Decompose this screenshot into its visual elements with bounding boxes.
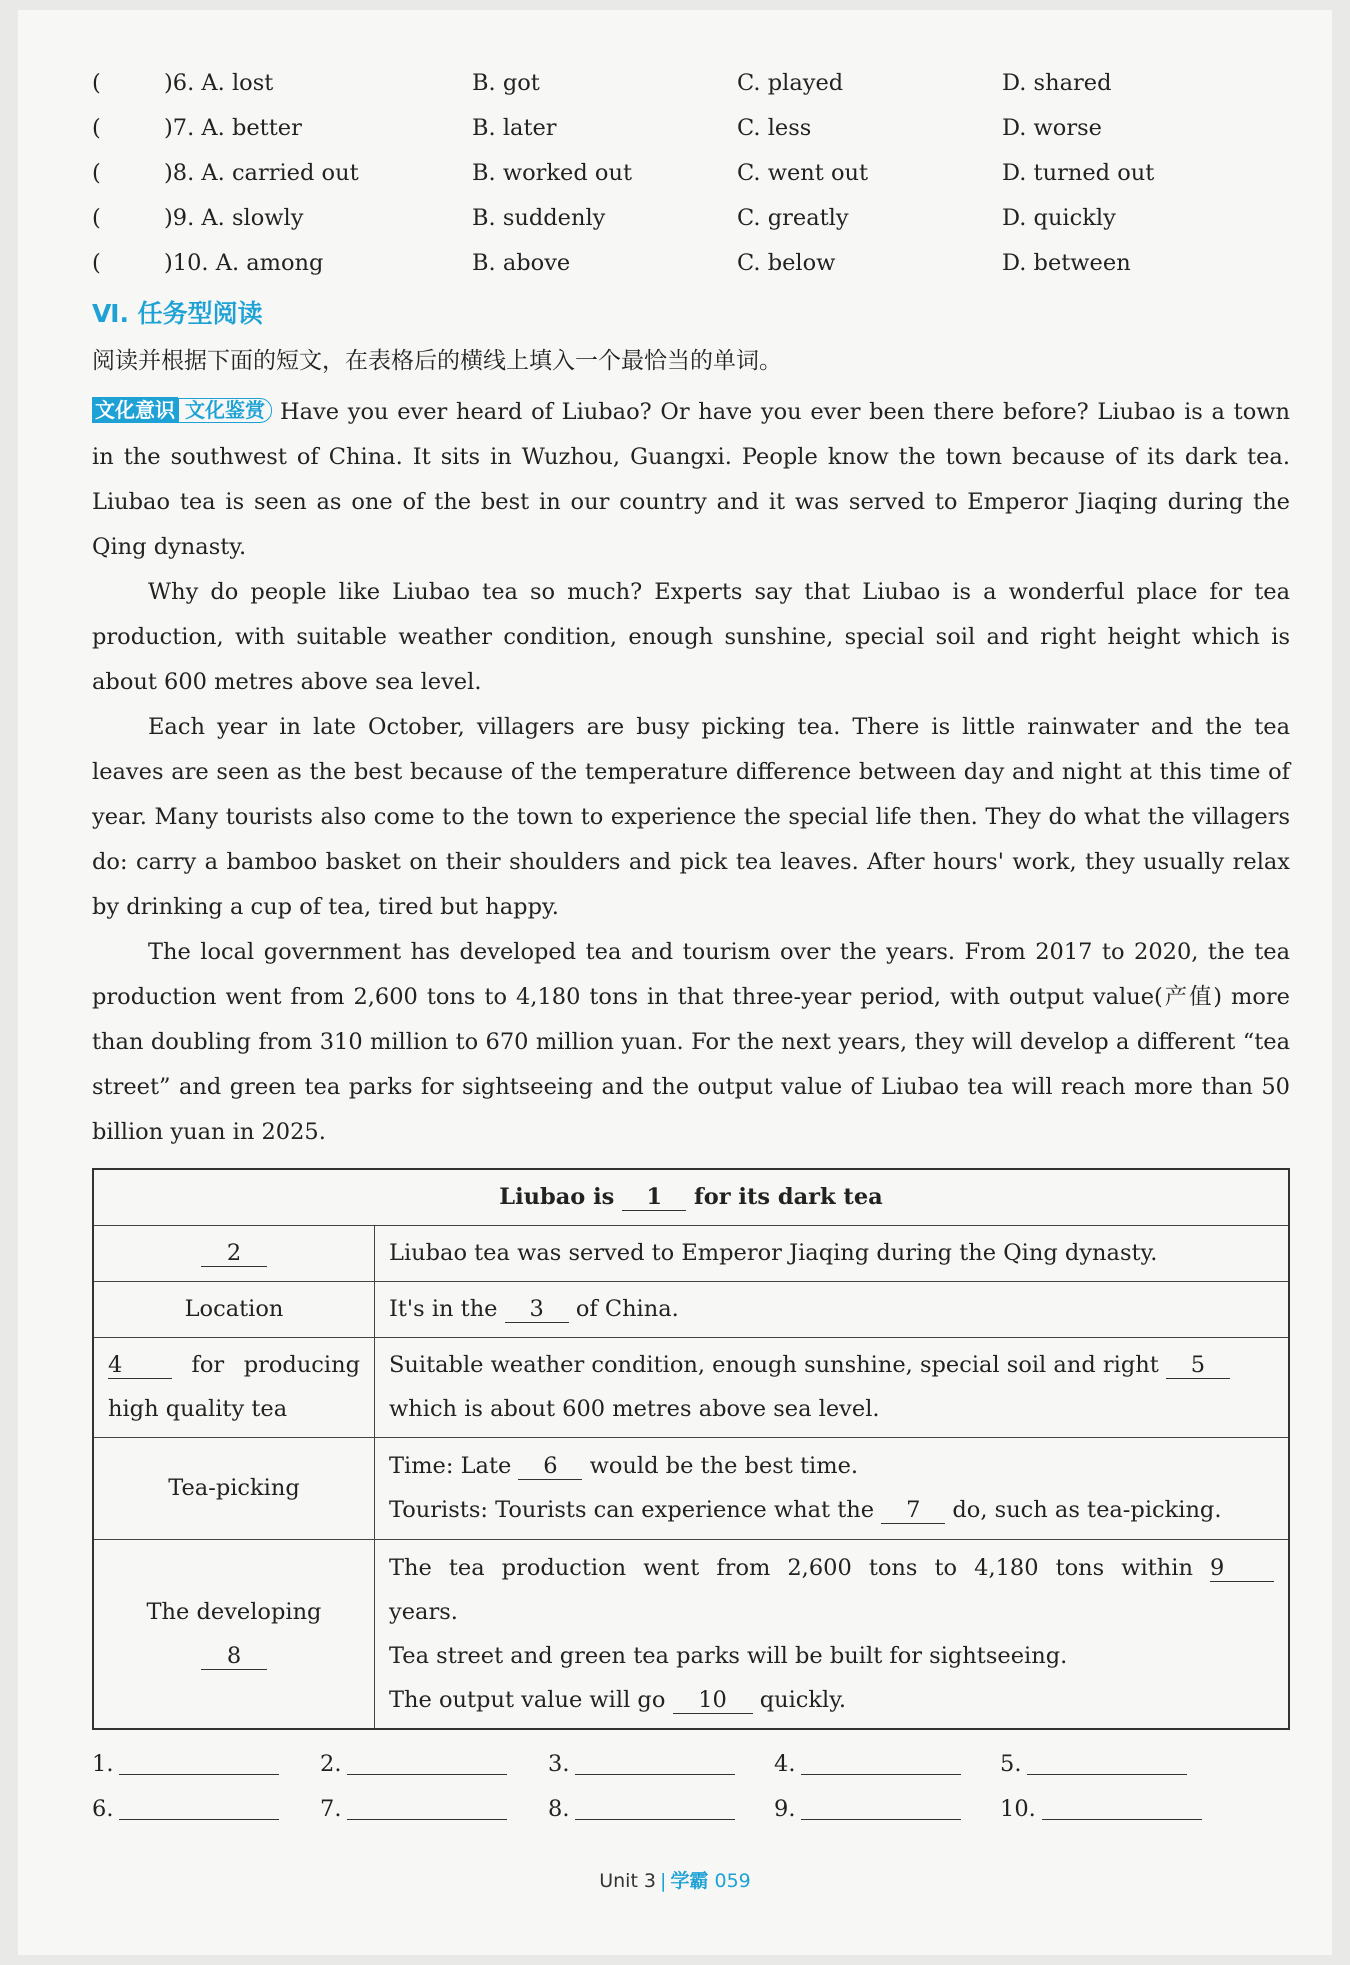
section-title: Ⅵ. 任务型阅读 [92,299,263,328]
answer-number: 8. [548,1796,570,1822]
row-content-line [389,1488,1274,1532]
info-table [92,1168,1290,1730]
cell-text: for producing [191,1352,361,1378]
option-d: D. shared [1002,70,1112,96]
answer-slot[interactable] [320,1750,507,1777]
row-content [375,1337,1290,1437]
answer-number: 3. [548,1751,570,1777]
answer-slot[interactable] [1000,1750,1187,1777]
answer-line[interactable] [119,1795,279,1820]
answer-line[interactable] [347,1750,507,1775]
option-a: )7. A. better [164,115,302,141]
answer-paren: ( [92,250,101,276]
option-c: C. went out [737,160,869,186]
row-label-line [108,1343,360,1387]
cell-text: It's in the [389,1295,498,1322]
row-label-line: The developing [146,1598,322,1625]
answer-paren: ( [92,205,101,231]
row-label [93,1337,375,1437]
page-number: 059 [714,1870,751,1892]
row-content [375,1539,1290,1729]
answer-slot[interactable] [548,1795,735,1822]
paragraph-1 [92,390,1290,570]
question-10 [92,250,1290,290]
answer-paren: ( [92,160,101,186]
blank-8: 8 [201,1643,267,1670]
answer-line[interactable] [119,1750,279,1775]
blank-10: 10 [673,1687,753,1714]
option-b: B. later [472,115,557,141]
row-content-line: which is about 600 metres above sea level. [389,1396,880,1422]
table-row [93,1337,1289,1437]
answer-paren: ( [92,70,101,96]
paragraph-1-text: Have you ever heard of Liubao? Or have you ever been there before? Liubao is a town in the southwest of China. It sits in Wuzhou, Guangxi. People know the town because of its dark tea. Liubao tea is seen as one of the best in our country and it was served to Emperor Jiaqing during the Qing dynasty. [92,399,1290,560]
answer-slot[interactable] [548,1750,735,1777]
answer-number: 1. [92,1751,114,1777]
option-b: B. worked out [472,160,632,186]
row-content-line [389,1444,1274,1488]
option-c: C. below [737,250,836,276]
option-c: C. less [737,115,812,141]
option-d: D. quickly [1002,205,1116,231]
row-content-line [389,1546,1274,1590]
answer-slot[interactable] [92,1795,279,1822]
row-content-line: years. [389,1598,458,1625]
blank-9: 9 [1210,1555,1274,1582]
cell-text: would be the best time. [589,1453,859,1479]
row-content-line [389,1678,1274,1722]
answer-slot[interactable] [1000,1795,1202,1822]
answer-number: 9. [774,1796,796,1822]
cell-text: quickly. [759,1686,847,1713]
cell-text: Tourists: Tourists can experience what the [389,1497,875,1523]
question-7 [92,115,1290,155]
option-a: )8. A. carried out [164,160,359,186]
option-a: )10. A. among [164,250,324,276]
table-header [93,1169,1289,1225]
answer-number: 6. [92,1796,114,1822]
page-footer [18,1866,1332,1893]
row-content [375,1437,1290,1539]
unit-label: Unit 3 [599,1870,657,1892]
option-a: )6. A. lost [164,70,274,96]
row-content-line [389,1343,1274,1387]
answer-line[interactable] [1042,1795,1202,1820]
cell-text: The tea production went from 2,600 tons to 4,180 tons within [389,1554,1193,1581]
answer-slot[interactable] [320,1795,507,1822]
cell-text: The output value will go [389,1686,666,1713]
table-row [93,1539,1289,1729]
workbook-page [18,10,1332,1955]
answer-line[interactable] [801,1795,961,1820]
option-d: D. between [1002,250,1131,276]
question-6 [92,70,1290,110]
question-9 [92,205,1290,245]
answer-slot[interactable] [92,1750,279,1777]
paragraph-4: The local government has developed tea and tourism over the years. From 2017 to 2020, the tea production went from 2,600 tons to 4,180 tons in that three-year period, with output value(产值) more than doubling from 310 million to 670 million yuan. For the next years, they will develop a different “tea street” and green tea parks for sightseeing and the output value of Liubao tea will reach more than 50 billion yuan in 2025. [92,939,1290,1145]
blank-3: 3 [505,1296,569,1323]
cell-text: Time: Late [389,1453,512,1479]
answer-number: 10. [1000,1796,1036,1822]
table-row [93,1281,1289,1337]
answer-slot[interactable] [774,1795,961,1822]
answer-number: 7. [320,1796,342,1822]
answer-line[interactable] [347,1795,507,1820]
row-label-line [108,1634,360,1678]
blank-2: 2 [201,1240,267,1267]
footer-divider: | [660,1870,667,1892]
table-header-row [93,1169,1289,1225]
option-b: B. above [472,250,571,276]
row-content [375,1281,1290,1337]
cell-text: do, such as tea-picking. [952,1497,1222,1523]
row-label [93,1539,375,1729]
blank-6: 6 [518,1453,582,1480]
row-label: Tea-picking [93,1437,375,1539]
header-text: Liubao is [499,1183,615,1210]
culture-tag: 文化意识 [92,397,178,423]
header-text-end: for its dark tea [694,1183,883,1210]
option-d: D. turned out [1002,160,1155,186]
answer-line[interactable] [575,1795,735,1820]
option-b: B. got [472,70,540,96]
row-label [93,1225,375,1281]
row-label: Location [93,1281,375,1337]
option-c: C. played [737,70,844,96]
answer-paren: ( [92,115,101,141]
paragraph-2: Why do people like Liubao tea so much? Experts say that Liubao is a wonderful place for tea production, with suitable weather condition, enough sunshine, special soil and right height which is about 600 metres above sea level. [92,579,1290,695]
answer-number: 2. [320,1751,342,1777]
question-8 [92,160,1290,200]
answer-number: 5. [1000,1751,1022,1777]
cell-text: Suitable weather condition, enough sunshine, special soil and right [389,1352,1159,1378]
paragraph-3: Each year in late October, villagers are busy picking tea. There is little rainwater and the tea leaves are seen as the best because of the temperature difference between day and night at this time of year. Many tourists also come to the town to experience the special life then. They do what the villagers do: carry a bamboo basket on their shoulders and pick tea leaves. After hours' work, they usually relax by drinking a cup of tea, tired but happy. [92,714,1290,920]
option-a: )9. A. slowly [164,205,304,231]
cell-text: of China. [575,1295,679,1322]
answer-line[interactable] [1027,1750,1187,1775]
table-row [93,1437,1289,1539]
answer-line[interactable] [801,1750,961,1775]
blank-4: 4 [108,1352,172,1379]
option-d: D. worse [1002,115,1102,141]
answer-number: 4. [774,1751,796,1777]
option-b: B. suddenly [472,205,606,231]
culture-subtag: 文化鉴赏 [178,398,272,423]
row-content: Liubao tea was served to Emperor Jiaqing during the Qing dynasty. [375,1225,1290,1281]
blank-1: 1 [622,1184,686,1211]
option-c: C. greatly [737,205,849,231]
blank-5: 5 [1166,1352,1230,1379]
answer-line[interactable] [575,1750,735,1775]
brand-label: 学霸 [670,1870,709,1892]
reading-passage [92,390,1290,1155]
answer-slot[interactable] [774,1750,961,1777]
instruction: 阅读并根据下面的短文，在表格后的横线上填入一个最恰当的单词。 [92,348,782,374]
row-content-line: Tea street and green tea parks will be built for sightseeing. [389,1642,1068,1669]
row-label-line: high quality tea [108,1396,288,1422]
blank-7: 7 [881,1497,945,1524]
table-row [93,1225,1289,1281]
